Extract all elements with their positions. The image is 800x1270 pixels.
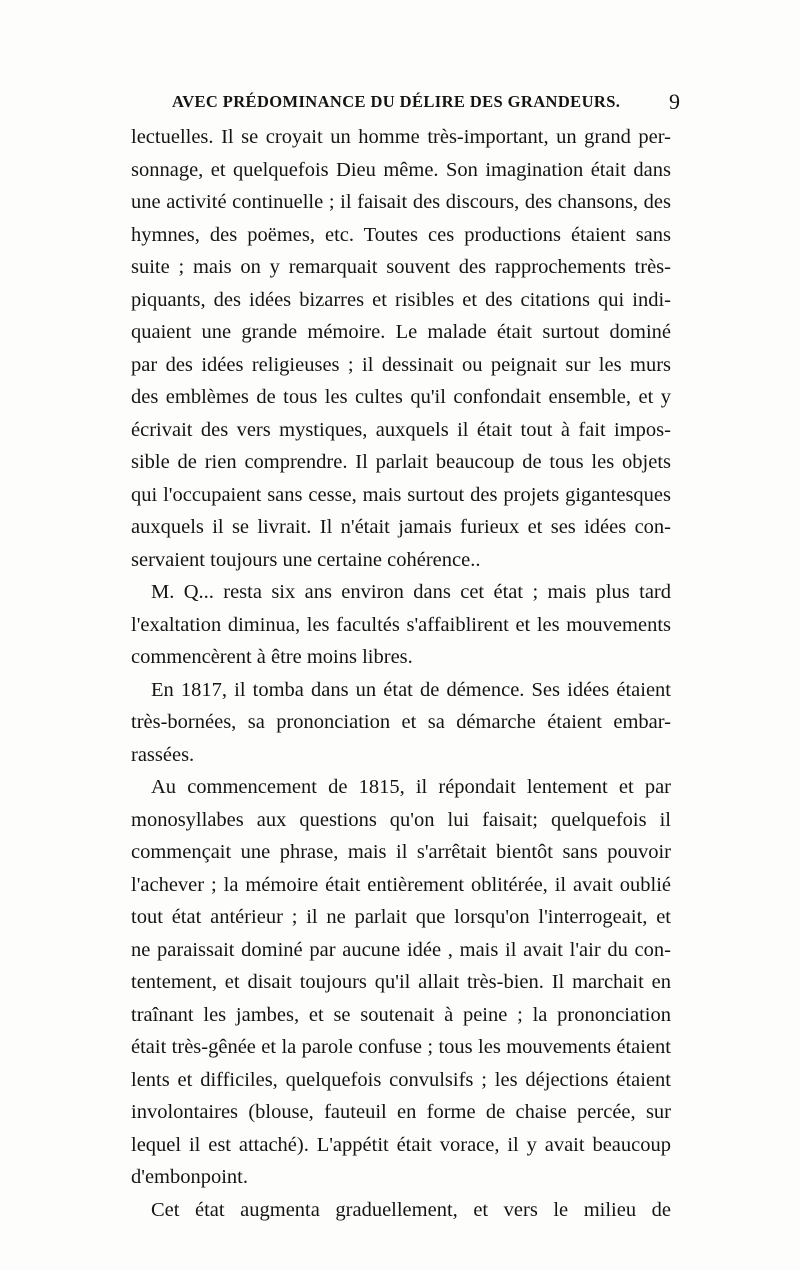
text-line: M. Q... resta six ans environ dans cet état ; mais plus tard: [151, 581, 671, 603]
text-line: sible de rien comprendre. Il parlait beaucoup de tous les objets: [131, 451, 671, 473]
text-line: piquants, des idées bizarres et risibles et des citations qui indi-: [131, 288, 671, 311]
text-line: lents et difficiles, quelquefois convulsifs ; les déjections étaient: [131, 1068, 671, 1091]
text-line: une activité continuelle ; il faisait des discours, des chansons, des: [131, 191, 671, 213]
text-line: Au commencement de 1815, il répondait lentement et par: [151, 776, 671, 798]
paragraph: [131, 1194, 671, 1227]
text-line: était très-gênée et la parole confuse ; tous les mouvements étaient: [131, 1036, 671, 1058]
text-line: tentement, et disait toujours qu'il allait très-bien. Il marchait en: [131, 971, 671, 993]
text-line: lectuelles. Il se croyait un homme très-important, un grand per-: [131, 126, 671, 148]
text-line: monosyllabes aux questions qu'on lui faisait; quelquefois il: [131, 808, 671, 831]
text-line: auxquels il se livrait. Il n'était jamais furieux et ses idées con-: [131, 516, 671, 538]
body-text: [131, 121, 671, 1226]
text-line: suite ; mais on y remarquait souvent des rapprochements très-: [131, 256, 671, 278]
text-line: involontaires (blouse, fauteuil en forme de chaise percée, sur: [131, 1101, 671, 1123]
paragraph: [131, 674, 671, 772]
text-line: écrivait des vers mystiques, auxquels il était tout à fait impos-: [131, 418, 671, 441]
text-line: quaient une grande mémoire. Le malade était surtout dominé: [131, 321, 671, 343]
text-line: sonnage, et quelquefois Dieu même. Son imagination était dans: [131, 158, 671, 181]
page-number: 9: [669, 89, 680, 114]
text-line: d'embonpoint.: [131, 1166, 249, 1188]
text-line: l'achever ; la mémoire était entièrement oblitérée, il avait oublié: [131, 873, 671, 896]
running-title: AVEC PRÉDOMINANCE DU DÉLIRE DES GRANDEURS.: [172, 92, 621, 111]
text-line: Cet état augmenta graduellement, et vers le milieu de: [151, 1198, 671, 1221]
paragraph-continued: [131, 121, 671, 576]
running-head: [172, 89, 680, 120]
text-line: commençait une phrase, mais il s'arrêtait bientôt sans pouvoir: [131, 841, 671, 863]
text-line: servaient toujours une certaine cohérence..: [131, 548, 481, 571]
text-line: hymnes, des poëmes, etc. Toutes ces productions étaient sans: [131, 223, 671, 246]
text-line: En 1817, il tomba dans un état de démence. Ses idées étaient: [151, 678, 671, 701]
text-line: par des idées religieuses ; il dessinait ou peignait sur les murs: [131, 353, 671, 376]
paragraph: [131, 771, 671, 1194]
text-line: rassées.: [131, 743, 195, 766]
text-line: ne paraissait dominé par aucune idée , mais il avait l'air du con-: [131, 938, 671, 961]
text-line: traînant les jambes, et se soutenait à peine ; la prononciation: [131, 1003, 671, 1026]
paragraph: [131, 576, 671, 674]
text-line: l'exaltation diminua, les facultés s'affaiblirent et les mouvements: [131, 613, 671, 636]
text-line: tout état antérieur ; il ne parlait que lorsqu'on l'interrogeait, et: [131, 906, 671, 928]
text-line: lequel il est attaché). L'appétit était vorace, il y avait beaucoup: [131, 1133, 671, 1156]
text-line: très-bornées, sa prononciation et sa démarche étaient embar-: [131, 711, 671, 733]
text-line: qui l'occupaient sans cesse, mais surtout des projets gigantesques: [131, 483, 671, 506]
text-line: des emblèmes de tous les cultes qu'il confondait ensemble, et y: [131, 386, 671, 408]
text-line: commencèrent à être moins libres.: [131, 646, 413, 668]
